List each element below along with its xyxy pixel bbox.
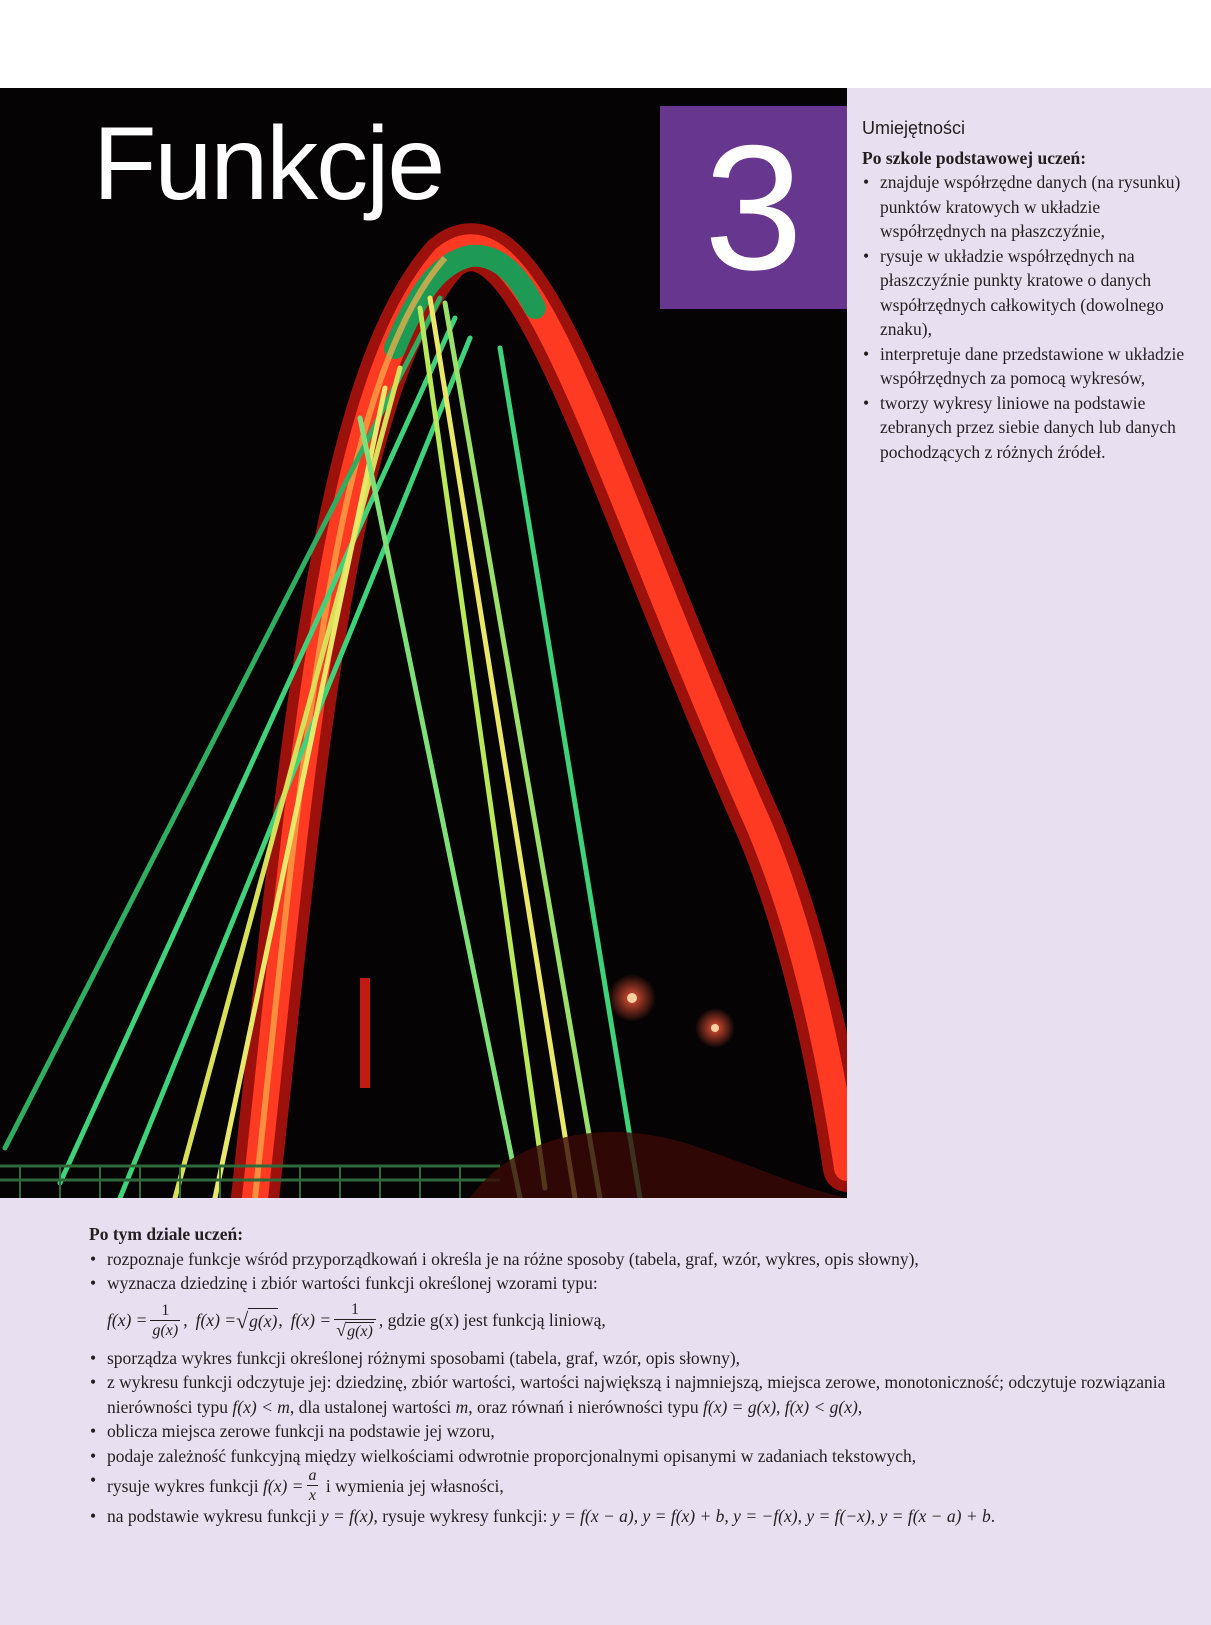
item-text: wyznacza dziedzinę i zbiór wartości funkcji określonej wzorami typu: <box>107 1273 598 1293</box>
sqrt-icon: √ <box>236 1307 249 1333</box>
chapter-number: 3 <box>704 107 803 307</box>
outcomes-list <box>89 1247 1189 1529</box>
list-item: • oblicza miejsca zerowe funkcji na podstawie jej wzoru, <box>89 1419 1189 1444</box>
formula-text: f(x) = <box>107 1310 148 1331</box>
fraction: $\frac{a}{x}$ <box>308 1467 317 1504</box>
list-item: • z wykresu funkcji odczytuje jej: dziedzinę, zbiór wartości, wartości największą i najmniejszą, miejsca zerowe, monotoniczność; odczytuje rozwiązania nierówności typu f(x) < m, dla ustalonej wartości m, oraz równań i nierówności typu f(x) = g(x), f(x) < g(x), <box>89 1370 1189 1419</box>
formula-suffix: , gdzie g(x) jest funkcją liniową, <box>378 1310 606 1331</box>
list-item: • rysuje wykres funkcji f(x) = $\frac{a}{x}$ i wymienia jej własności, <box>89 1468 1189 1504</box>
list-item: • sporządza wykres funkcji określonej różnymi sposobami (tabela, graf, wzór, opis słowny), <box>89 1346 1189 1371</box>
top-margin <box>0 0 1211 88</box>
skills-panel <box>862 116 1202 464</box>
domain-formulas: f(x) = $\frac{1}{g(x)}$ , f(x) = √ g(x) , f(x) = $\frac{1}{√g(x)}$ , gdzie g(x) jest funkcją liniową, <box>107 1300 606 1340</box>
list-item: • podaje zależność funkcyjną między wielkościami odwrotnie proporcjonalnymi opisanymi w zadaniach tekstowych, <box>89 1444 1189 1469</box>
chapter-number-box <box>660 106 847 309</box>
outcomes-panel <box>89 1222 1189 1529</box>
skills-heading: Umiejętności <box>862 118 966 138</box>
list-item: • znajduje współrzędne danych (na rysunku) punktów kratowych w układzie współrzędnych na płaszczyźnie, <box>862 170 1202 244</box>
sqrt-icon: √ <box>336 1319 347 1340</box>
list-item: • rysuje w układzie współrzędnych na płaszczyźnie punkty kratowe o danych współrzędnych całkowitych (dowolnego znaku), <box>862 244 1202 342</box>
list-item: • rozpoznaje funkcje wśród przyporządkowań i określa je na różne sposoby (tabela, graf, wzór, wykres, opis słowny), <box>89 1247 1189 1272</box>
skills-subheading: Po szkole podstawowej uczeń: <box>862 147 1087 168</box>
list-item: • tworzy wykresy liniowe na podstawie zebranych przez siebie danych lub danych pochodzących z różnych źródeł. <box>862 391 1202 465</box>
outcomes-heading: Po tym dziale uczeń: <box>89 1224 244 1244</box>
skills-list <box>862 170 1202 464</box>
chapter-title: Funkcje <box>93 106 444 222</box>
list-item <box>89 1271 1189 1343</box>
list-item: • na podstawie wykresu funkcji y = f(x), rysuje wykresy funkcji: y = f(x − a), y = f(x) + b, y = −f(x), y = f(−x), y = f(x − a) + b. <box>89 1504 1189 1529</box>
fraction: $\frac{1}{g(x)}$ <box>152 1301 179 1339</box>
fraction: $\frac{1}{√g(x)}$ <box>334 1301 376 1341</box>
list-item: • interpretuje dane przedstawione w układzie współrzędnych za pomocą wykresów, <box>862 342 1202 391</box>
